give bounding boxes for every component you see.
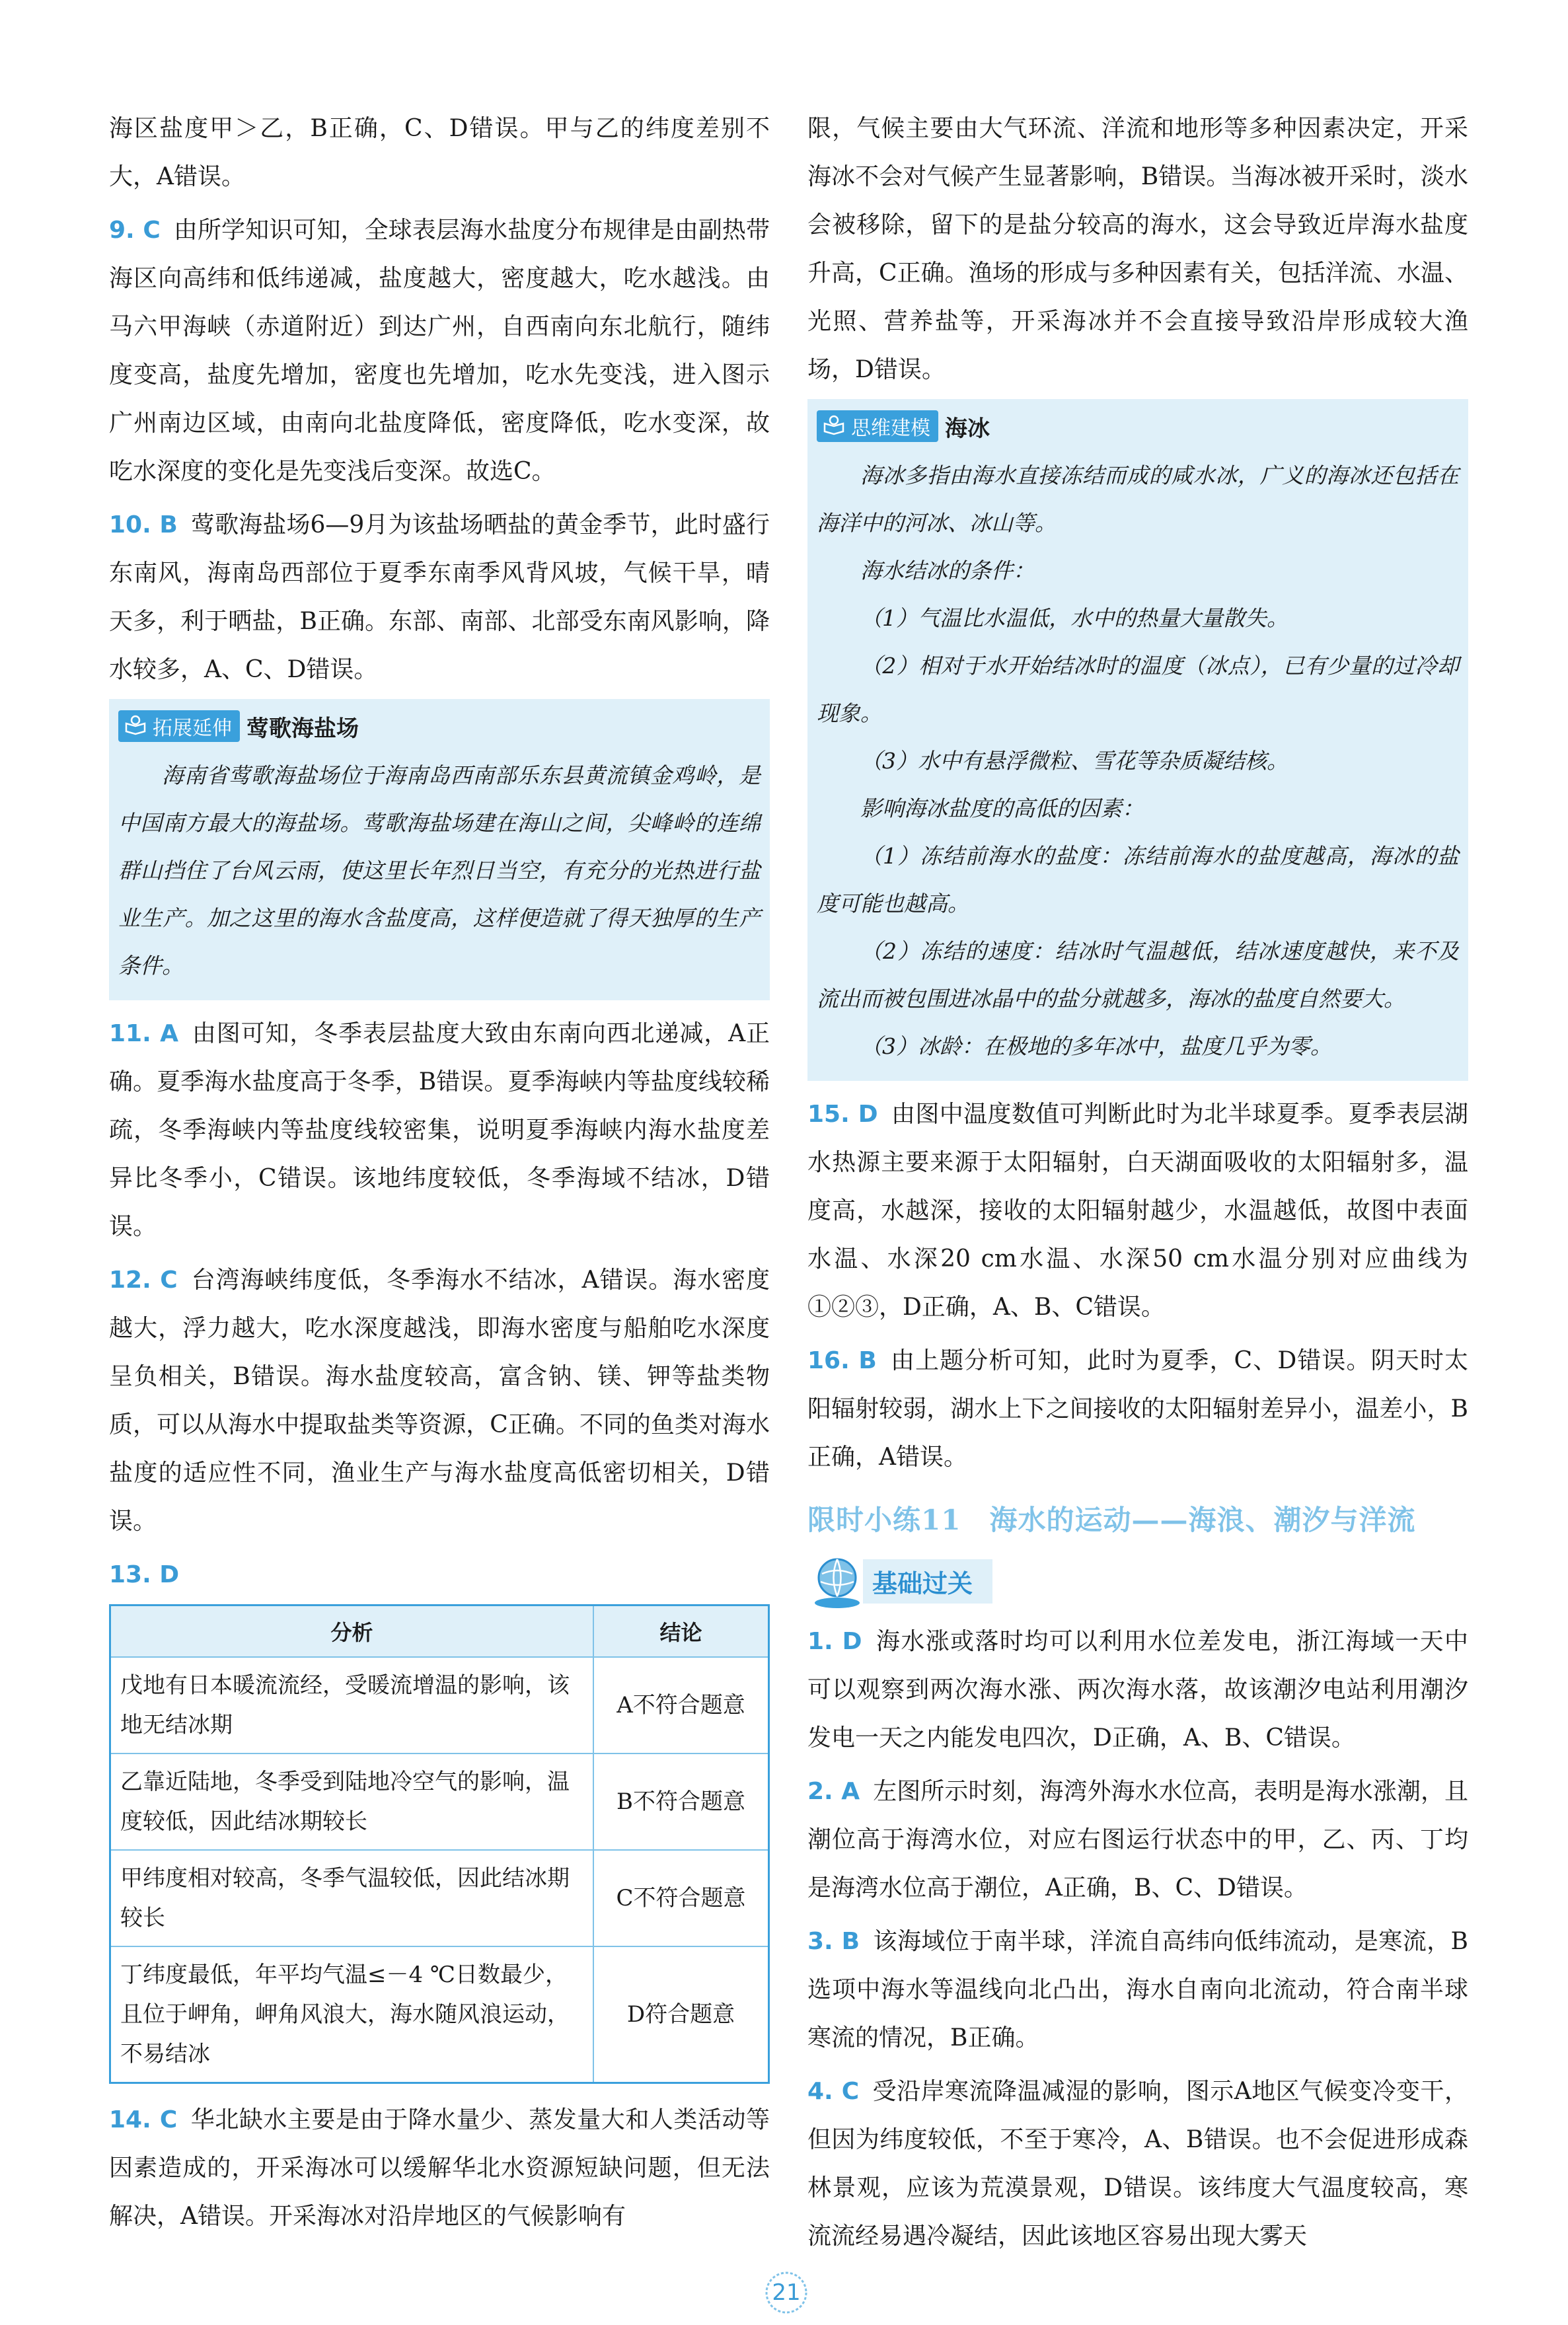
box-line: 海冰多指由海水直接冻结而成的咸水冰，广义的海冰还包括在海洋中的河冰、冰山等。 [817, 462, 1459, 536]
left-column [109, 104, 770, 2246]
answer-text: 由图可知，冬季表层盐度大致由东南向西北递减，A正确。夏季海水盐度高于冬季，B错误。夏季海峡内等盐度线较稀疏，冬季海峡内等盐度线较密集，说明夏季海峡内海水盐度差异比冬季小，C错误。该地纬度较低，冬季海域不结冰，D错误。 [109, 1020, 770, 1240]
question-number: 12. C [109, 1267, 178, 1294]
question-number: 10. B [109, 511, 178, 538]
answer-text: 海水涨或落时均可以利用水位差发电，浙江海域一天中可以观察到两次海水涨、两次海水落，故该潮汐电站利用潮汐发电一天之内能发电四次，D正确，A、B、C错误。 [807, 1628, 1468, 1752]
question-number: 13. D [109, 1561, 180, 1588]
answer-text: 由上题分析可知，此时为夏季，C、D错误。阴天时太阳辐射较弱，湖水上下之间接收的太阳辐射差异小，温差小，B正确，A错误。 [807, 1347, 1468, 1471]
answer-13 [109, 1551, 770, 1599]
answer-text: 台湾海峡纬度低，冬季海水不结冰，A错误。海水密度越大，浮力越大，吃水深度越浅，即海水密度与船舶吃水深度呈负相关，B错误。海水盐度较高，富含钠、镁、钾等盐类物质，可以从海水中提取盐类等资源，C正确。不同的鱼类对海水盐度的适应性不同，渔业生产与海水盐度高低密切相关，D错误。 [109, 1267, 770, 1535]
answer-text: 由图中温度数值可判断此时为北半球夏季。夏季表层湖水热源主要来源于太阳辐射，白天湖面吸收的太阳辐射多，温度高，水越深，接收的太阳辐射越少，水温越低，故图中表面水温、水深20 cm水温、水深50 cm水温分别对应曲线为①②③，D正确，A、B、C错误。 [807, 1101, 1468, 1321]
answer-r2 [807, 1767, 1468, 1912]
table-header-row [110, 1605, 769, 1658]
paragraph: 海区盐度甲＞乙，B正确，C、D错误。甲与乙的纬度差别不大，A错误。 [109, 115, 770, 190]
table-cell: A不符合题意 [593, 1657, 769, 1753]
modeling-badge [817, 410, 938, 442]
table-cell: D符合题意 [593, 1946, 769, 2083]
section-title: 限时小练11 海水的运动——海浪、潮汐与洋流 [807, 1504, 1416, 1536]
question-number: 14. C [109, 2106, 178, 2133]
table-cell: 乙靠近陆地，冬季受到陆地冷空气的影响，温度较低，因此结冰期较长 [110, 1753, 594, 1850]
analysis-table [109, 1604, 770, 2084]
box-text: 海南省莺歌海盐场位于海南岛西南部乐东县黄流镇金鸡岭，是中国南方最大的海盐场。莺歌海盐场建在海山之间，尖峰岭的连绵群山挡住了台风云雨，使这里长年烈日当空，有充分的光热进行盐业生产。加之这里的海水含盐度高，这样便造就了得天独厚的生产条件。 [118, 762, 761, 978]
badge-label: 拓展延伸 [153, 717, 232, 740]
table-cell: C不符合题意 [593, 1850, 769, 1946]
box-title: 海冰 [945, 415, 990, 442]
box-header [817, 406, 1459, 447]
table-cell: 戊地有日本暖流流经，受暖流增温的影响，该地无结冰期 [110, 1657, 594, 1753]
question-number: 3. B [807, 1928, 860, 1955]
table-row [110, 1753, 769, 1850]
modeling-box [807, 399, 1468, 1081]
book-pin-icon [124, 714, 147, 738]
table-header-conclusion: 结论 [593, 1605, 769, 1658]
question-number: 11. A [109, 1020, 179, 1047]
box-line: （1）冻结前海水的盐度：冻结前海水的盐度越高，海冰的盐度可能也越高。 [817, 843, 1459, 916]
answer-text: 华北缺水主要是由于降水量少、蒸发量大和人类活动等因素造成的，开采海冰可以缓解华北水资源短缺问题，但无法解决，A错误。开采海冰对沿岸地区的气候影响有 [109, 2106, 770, 2230]
question-number: 1. D [807, 1628, 862, 1655]
extension-box [109, 699, 770, 1000]
page-number-text: 21 [772, 2279, 801, 2306]
paragraph: 限，气候主要由大气环流、洋流和地形等多种因素决定，开采海冰不会对气候产生显著影响，B错误。当海冰被开采时，淡水会被移除，留下的是盐分较高的海水，这会导致近岸海水盐度升高，C正确。渔场的形成与多种因素有关，包括洋流、水温、光照、营养盐等，开采海冰并不会直接导致沿岸形成较大渔场，D错误。 [807, 115, 1468, 383]
answer-r3 [807, 1917, 1468, 2062]
answer-14 [109, 2096, 770, 2240]
answer-r4 [807, 2067, 1468, 2260]
question-number: 4. C [807, 2078, 860, 2105]
table-row [110, 1850, 769, 1946]
answer-11 [109, 1010, 770, 1251]
answer-10 [109, 501, 770, 694]
extension-badge [118, 710, 240, 742]
subsection-label: 基础过关 [863, 1559, 992, 1604]
answer-text: 莺歌海盐场6—9月为该盐场晒盐的黄金季节，此时盛行东南风，海南岛西部位于夏季东南季风背风坡，气候干旱，晴天多，利于晒盐，B正确。东部、南部、北部受东南风影响，降水较多，A、C、D错误。 [109, 511, 770, 683]
box-header [118, 706, 761, 747]
answer-9 [109, 206, 770, 496]
box-line: 影响海冰盐度的高低的因素： [860, 795, 1144, 821]
table-cell: B不符合题意 [593, 1753, 769, 1850]
box-line: （3）水中有悬浮微粒、雪花等杂质凝结核。 [860, 748, 1288, 774]
table-cell: 甲纬度相对较高，冬季气温较低，因此结冰期较长 [110, 1850, 594, 1946]
question-number: 16. B [807, 1347, 877, 1374]
table-header-analysis: 分析 [110, 1605, 594, 1658]
answer-r1 [807, 1617, 1468, 1762]
answer-text: 由所学知识可知，全球表层海水盐度分布规律是由副热带海区向高纬和低纬递减，盐度越大，密度越大，吃水越浅。由马六甲海峡（赤道附近）到达广州，自西南向东北航行，随纬度变高，盐度先增加，密度也先增加，吃水先变浅，进入图示广州南边区域，由南向北盐度降低，密度降低，吃水变深，故吃水深度的变化是先变浅后变深。故选C。 [109, 217, 770, 485]
box-line: 海水结冰的条件： [860, 558, 1035, 583]
answer-text: 左图所示时刻，海湾外海水水位高，表明是海水涨潮，且潮位高于海湾水位，对应右图运行状态中的甲，乙、丙、丁均是海湾水位高于潮位，A正确，B、C、D错误。 [807, 1778, 1468, 1901]
right-column [807, 104, 1468, 2266]
answer-text: 该海域位于南半球，洋流自高纬向低纬流动，是寒流，B选项中海水等温线向北凸出，海水自南向北流动，符合南半球寒流的情况，B正确。 [807, 1928, 1468, 2051]
box-line: （1）气温比水温低，水中的热量大量散失。 [860, 605, 1288, 631]
table-cell: 丁纬度最低，年平均气温≤－4 ℃日数最少，且位于岬角，岬角风浪大，海水随风浪运动，不易结冰 [110, 1946, 594, 2083]
answer-text: 受沿岸寒流降温减湿的影响，图示A地区气候变冷变干，但因为纬度较低，不至于寒冷，A、B错误。也不会促进形成森林景观，应该为荒漠景观，D错误。该纬度大气温度较高，寒流流经易遇冷凝结，因此该地区容易出现大雾天 [807, 2078, 1468, 2250]
table-row [110, 1657, 769, 1753]
question-number: 2. A [807, 1778, 860, 1805]
box-title: 莺歌海盐场 [246, 715, 359, 742]
subsection-header [807, 1551, 1468, 1611]
box-line: （2）冻结的速度：结冰时气温越低，结冰速度越快，来不及流出而被包围进冰晶中的盐分就越多，海冰的盐度自然要大。 [817, 938, 1459, 1012]
badge-label: 思维建模 [851, 417, 930, 440]
box-line: （3）冰龄：在极地的多年冰中，盐度几乎为零。 [860, 1033, 1332, 1059]
question-number: 9. C [109, 217, 161, 244]
question-number: 15. D [807, 1101, 878, 1128]
answer-12 [109, 1256, 770, 1545]
globe-icon [807, 1551, 867, 1611]
answer-16 [807, 1337, 1468, 1481]
page-number [760, 2266, 813, 2319]
answer-15 [807, 1090, 1468, 1331]
book-pin-icon [822, 414, 846, 438]
table-row [110, 1946, 769, 2083]
box-line: （2）相对于水开始结冰时的温度（冰点），已有少量的过冷却现象。 [817, 653, 1459, 726]
